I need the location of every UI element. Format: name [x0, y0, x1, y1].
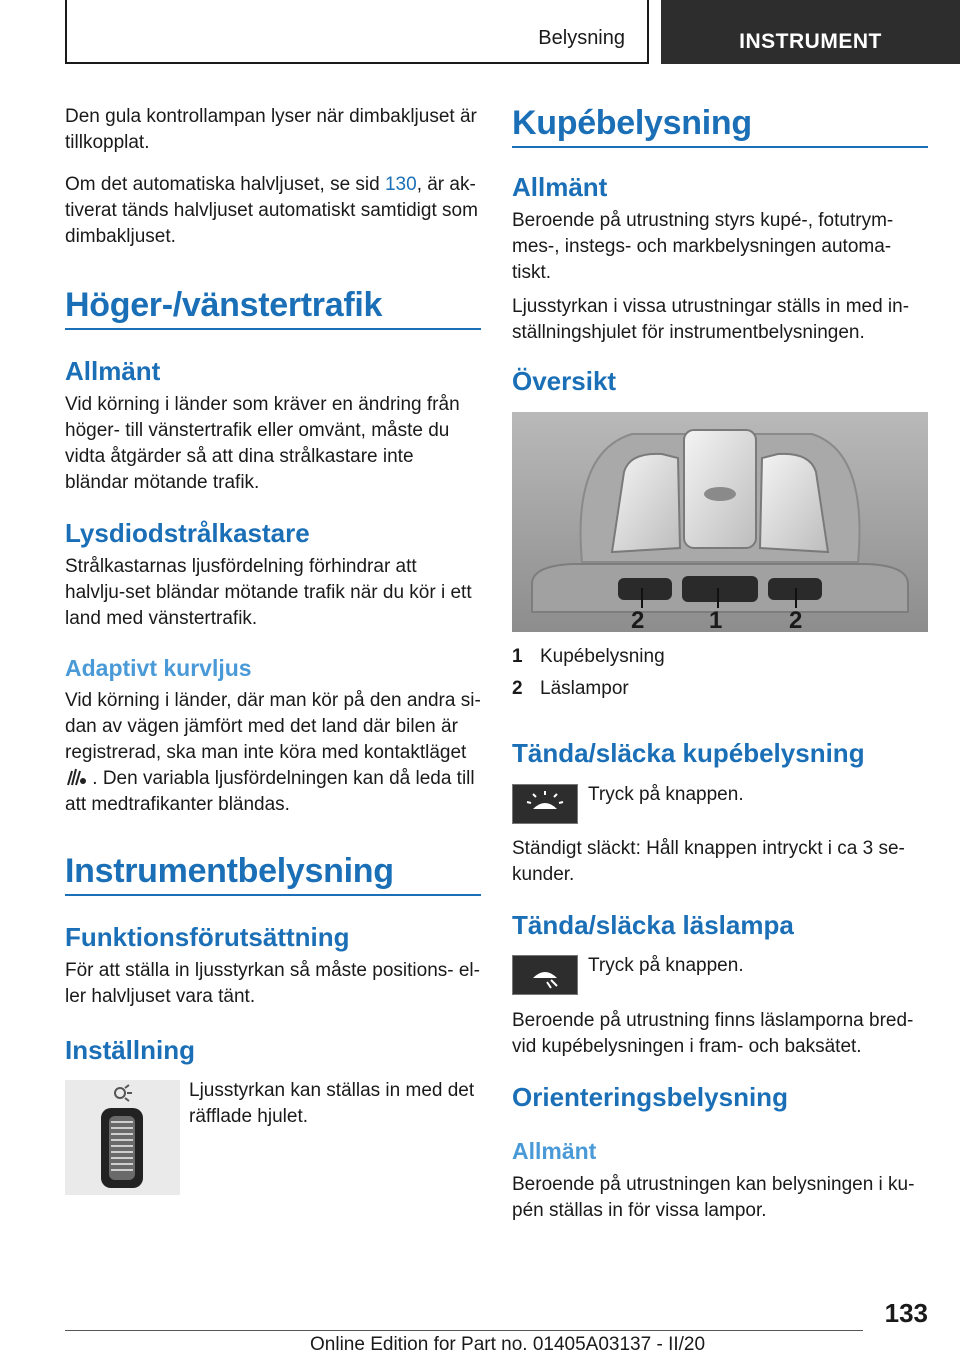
heading-rule: [65, 894, 481, 896]
paragraph-installning: Ljusstyrkan kan ställas in med det räfflade hjulet.: [189, 1080, 475, 1127]
legend-number: 2: [512, 678, 523, 699]
paragraph-orientering: Beroende på utrustningen kan belysningen i ku-pén ställas in för vissa lampor.: [512, 1174, 915, 1221]
heading-kupebelysning: Kupébelysning: [512, 104, 752, 142]
footer-rule: [65, 1330, 863, 1331]
paragraph-funktion: För att ställa in ljusstyrkan så måste positions- el-ler halvljuset vara tänt.: [65, 960, 480, 1007]
paragraph-adaptivt: Vid körning i länder, där man kör på den andra si-dan av vägen jämfört med det land där bilen är registrerad, ska man inte köra med kontaktläget . Den variabla ljusfördelningen kan då leda till att medtrafikanter bländas.: [65, 690, 481, 815]
heading-instrumentbelysning: Instrumentbelysning: [65, 852, 394, 890]
paragraph-tryck-las: Tryck på knappen.: [588, 955, 744, 976]
heading-rule: [65, 328, 481, 330]
header-chapter-box: [661, 0, 960, 64]
paragraph-dimbakljus: Den gula kontrollampan lyser när dimbakljuset är tillkopplat.: [65, 106, 477, 153]
legend-text: Kupébelysning: [540, 646, 665, 667]
paragraph-kupe-allmant: Beroende på utrustning styrs kupé-, fotutrym-mes-, instegs- och markbelysningen automa-tiskt.: [512, 210, 894, 283]
paragraph-automatiskt: Om det automatiska halvljuset, se sid 130, är ak-tiverat tänds halvljuset automatiskt samtidigt som dimbakljuset.: [65, 174, 478, 247]
paragraph-beroende: Beroende på utrustning finns läslamporna bred-vid kupébelysningen i fram- och baksätet.: [512, 1010, 914, 1057]
callout-1: 1: [709, 607, 723, 632]
heading-funktionsforutsattning: Funktionsförutsättning: [65, 922, 350, 952]
paragraph-tryck-kupe: Tryck på knappen.: [588, 784, 744, 805]
heading-allmant-orientering: Allmänt: [512, 1138, 597, 1164]
paragraph-standigt-slackt: Ständigt släckt: Håll knappen intryckt i ca 3 se-kunder.: [512, 838, 905, 885]
page-link-130[interactable]: 130: [384, 174, 417, 195]
ignition-icon: [65, 767, 87, 787]
paragraph-allmant: Vid körning i länder som kräver en ändring från höger- till vänstertrafik eller omvänt, måste du vidta åtgärder så att dina strålkastare inte bländar mötande trafik.: [65, 394, 460, 493]
paragraph-ljusstyrkan: Ljusstyrkan i vissa utrustningar ställs in med in-ställningshjulet för instrumentbelysningen.: [512, 296, 910, 343]
paragraph-lysdiod: Strålkastarnas ljusfördelning förhindrar att halvlju-set bländar mötande trafik när du kör i ett land med vänstertrafik.: [65, 556, 472, 629]
footer-edition: Online Edition for Part no. 01405A03137 - II/20: [310, 1334, 706, 1355]
legend-number: 1: [512, 646, 523, 667]
page-number: 133: [884, 1298, 928, 1328]
heading-lysdiodstralkastare: Lysdiodstrålkastare: [65, 518, 310, 548]
header-section-box: [65, 0, 649, 64]
heading-tanda-laslampa: Tända/släcka läslampa: [512, 910, 794, 940]
header-section-title: Belysning: [538, 27, 625, 49]
heading-orienteringsbelysning: Orienteringsbelysning: [512, 1082, 788, 1112]
dimmer-wheel-image: [65, 1080, 180, 1195]
heading-allmant-kupe: Allmänt: [512, 172, 608, 202]
heading-hoger-vanstertrafik: Höger-/vänstertrafik: [65, 286, 383, 324]
reading-light-button-icon: [512, 955, 578, 995]
callout-2-left: 2: [631, 607, 645, 632]
callout-2-right: 2: [789, 607, 803, 632]
overhead-console-image: [512, 412, 928, 632]
heading-tanda-kupebelysning: Tända/släcka kupébelysning: [512, 738, 865, 768]
interior-light-button-icon: [512, 784, 578, 824]
heading-adaptivt-kurvljus: Adaptivt kurvljus: [65, 655, 252, 681]
heading-oversikt: Översikt: [512, 366, 617, 396]
heading-rule: [512, 146, 928, 148]
heading-allmant: Allmänt: [65, 356, 161, 386]
header-chapter-title: INSTRUMENT: [739, 30, 882, 53]
legend-text: Läslampor: [540, 678, 629, 699]
heading-installning: Inställning: [65, 1035, 195, 1065]
